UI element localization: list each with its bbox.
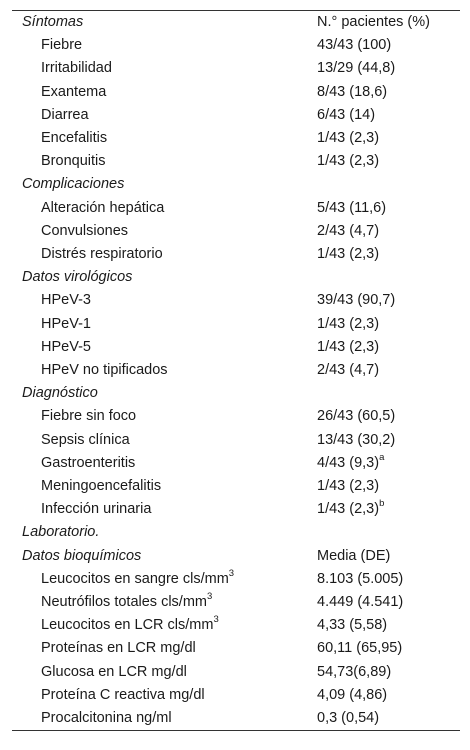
row-label: Leucocitos en sangre cls/mm — [41, 570, 229, 587]
row-value-cell — [317, 220, 460, 243]
table-row — [12, 568, 460, 591]
header-symptoms: Síntomas — [22, 14, 84, 30]
row-label: Diarrea — [41, 106, 89, 123]
row-label-cell — [12, 498, 317, 521]
section-row — [12, 521, 460, 544]
row-value: 1/43 (2,3) — [317, 338, 380, 355]
row-value-cell — [317, 243, 460, 266]
row-label: Fiebre — [41, 37, 83, 54]
row-label-cell — [12, 336, 317, 359]
table-row — [12, 289, 460, 312]
table-row — [12, 614, 460, 637]
row-value-cell — [317, 475, 460, 498]
row-value-cell — [317, 150, 460, 173]
row-label-cell — [12, 661, 317, 684]
row-label-cell — [12, 127, 317, 150]
row-label-cell — [12, 429, 317, 452]
footnote-marker: a — [379, 452, 385, 464]
row-label-cell — [12, 684, 317, 707]
row-value-cell — [317, 336, 460, 359]
row-label-cell — [12, 637, 317, 660]
footnote-marker: b — [379, 498, 385, 510]
row-label: Alteración hepática — [41, 199, 165, 216]
row-label-cell — [12, 104, 317, 127]
row-label: HPeV-1 — [41, 315, 91, 332]
row-label: Distrés respiratorio — [41, 246, 163, 263]
row-value: 1/43 (2,3) — [317, 130, 380, 147]
row-label: Irritabilidad — [41, 60, 112, 77]
section-row — [12, 545, 460, 568]
row-value-cell — [317, 104, 460, 127]
section-value — [317, 521, 460, 544]
table-row — [12, 243, 460, 266]
row-value: 8/43 (18,6) — [317, 83, 388, 100]
table-row — [12, 591, 460, 614]
row-label: Convulsiones — [41, 222, 129, 239]
row-value-cell — [317, 684, 460, 707]
row-label: Encefalitis — [41, 130, 108, 147]
row-value-cell — [317, 197, 460, 220]
unit-exponent: 3 — [213, 614, 219, 626]
unit-exponent: 3 — [207, 591, 213, 603]
row-label-cell — [12, 313, 317, 336]
row-value-cell — [317, 405, 460, 428]
row-value: 5/43 (11,6) — [317, 199, 387, 216]
row-label-cell — [12, 57, 317, 80]
row-label-cell — [12, 707, 317, 730]
row-label: Procalcitonina ng/ml — [41, 710, 172, 727]
row-value-cell — [317, 81, 460, 104]
row-label: Fiebre sin foco — [41, 408, 137, 425]
row-value: 26/43 (60,5) — [317, 408, 396, 425]
row-value: 8.103 (5.005) — [317, 570, 404, 587]
row-value: 2/43 (4,7) — [317, 362, 380, 379]
row-label-cell — [12, 614, 317, 637]
row-value: 4/43 (9,3) — [317, 454, 380, 471]
header-patients: N.° pacientes (%) — [317, 14, 430, 30]
section-value: Media (DE) — [317, 547, 391, 564]
row-value: 54,73(6,89) — [317, 663, 392, 680]
row-label: Exantema — [41, 83, 107, 100]
table-row — [12, 81, 460, 104]
row-value-cell — [317, 359, 460, 382]
row-label-cell — [12, 197, 317, 220]
clinical-data-table — [12, 11, 460, 730]
row-value-cell — [317, 498, 460, 521]
section-title: Datos bioquímicos — [22, 547, 142, 564]
row-label: Neutrófilos totales cls/mm — [41, 594, 207, 611]
row-label-cell — [12, 243, 317, 266]
row-value-cell — [317, 313, 460, 336]
section-title: Datos virológicos — [22, 269, 133, 286]
row-value-cell — [317, 289, 460, 312]
row-value-cell — [317, 57, 460, 80]
row-label: Gastroenteritis — [41, 454, 136, 471]
table-row — [12, 127, 460, 150]
section-title: Diagnóstico — [22, 385, 98, 402]
table-row — [12, 313, 460, 336]
row-value: 1/43 (2,3) — [317, 501, 380, 518]
table-row — [12, 57, 460, 80]
row-value-cell — [317, 591, 460, 614]
row-label: HPeV-5 — [41, 338, 91, 355]
table-header-row — [12, 11, 460, 34]
table-row — [12, 34, 460, 57]
row-value: 1/43 (2,3) — [317, 478, 380, 495]
row-value: 0,3 (0,54) — [317, 710, 380, 727]
table-row — [12, 452, 460, 475]
table-row — [12, 661, 460, 684]
unit-exponent: 3 — [228, 568, 235, 580]
row-value: 13/43 (30,2) — [317, 431, 396, 448]
row-value: 1/43 (2,3) — [317, 246, 380, 263]
row-value: 13/29 (44,8) — [317, 60, 396, 77]
row-value: 39/43 (90,7) — [317, 292, 396, 309]
table-row — [12, 684, 460, 707]
row-value: 43/43 (100) — [317, 37, 392, 54]
row-label-cell — [12, 591, 317, 614]
row-label-cell — [12, 150, 317, 173]
row-label: Meningoencefalitis — [41, 478, 162, 495]
section-title: Complicaciones — [22, 176, 125, 193]
table-row — [12, 707, 460, 730]
row-label-cell — [12, 34, 317, 57]
row-label: Proteína C reactiva mg/dl — [41, 686, 205, 703]
row-value-cell — [317, 661, 460, 684]
section-row — [12, 266, 460, 289]
table-row — [12, 150, 460, 173]
table-row — [12, 220, 460, 243]
row-value-cell — [317, 637, 460, 660]
section-value — [317, 173, 460, 196]
row-value-cell — [317, 452, 460, 475]
row-label-cell — [12, 568, 317, 591]
row-label-cell — [12, 475, 317, 498]
row-value-cell — [317, 614, 460, 637]
table-row — [12, 104, 460, 127]
row-value: 1/43 (2,3) — [317, 315, 380, 332]
row-value: 6/43 (14) — [317, 106, 376, 123]
row-label: HPeV-3 — [41, 292, 91, 309]
row-label-cell — [12, 289, 317, 312]
row-label: Bronquitis — [41, 153, 106, 170]
row-value-cell — [317, 707, 460, 730]
section-value — [317, 266, 460, 289]
row-label-cell — [12, 452, 317, 475]
row-value-cell — [317, 429, 460, 452]
row-value: 4.449 (4.541) — [317, 594, 404, 611]
table-row — [12, 475, 460, 498]
row-label-cell — [12, 405, 317, 428]
row-value-cell — [317, 127, 460, 150]
row-label: Sepsis clínica — [41, 431, 130, 448]
table-body — [12, 11, 460, 730]
row-label-cell — [12, 220, 317, 243]
row-value: 4,09 (4,86) — [317, 686, 388, 703]
row-value-cell — [317, 568, 460, 591]
section-title: Laboratorio. — [22, 524, 100, 541]
table-row — [12, 637, 460, 660]
row-value-cell — [317, 34, 460, 57]
section-row — [12, 173, 460, 196]
row-label-cell — [12, 81, 317, 104]
row-label: Infección urinaria — [41, 501, 152, 518]
row-value: 60,11 (65,95) — [317, 640, 403, 657]
row-label: HPeV no tipificados — [41, 362, 168, 379]
row-label: Proteínas en LCR mg/dl — [41, 640, 196, 657]
table-row — [12, 197, 460, 220]
row-label-cell — [12, 359, 317, 382]
clinical-data-table-container — [12, 10, 460, 731]
table-row — [12, 359, 460, 382]
table-row — [12, 405, 460, 428]
row-value: 4,33 (5,58) — [317, 617, 388, 634]
table-row — [12, 498, 460, 521]
table-row — [12, 429, 460, 452]
row-value: 1/43 (2,3) — [317, 153, 380, 170]
section-value — [317, 382, 460, 405]
row-label: Leucocitos en LCR cls/mm — [41, 617, 214, 634]
section-row — [12, 382, 460, 405]
row-value: 2/43 (4,7) — [317, 222, 380, 239]
row-label: Glucosa en LCR mg/dl — [41, 663, 187, 680]
table-row — [12, 336, 460, 359]
